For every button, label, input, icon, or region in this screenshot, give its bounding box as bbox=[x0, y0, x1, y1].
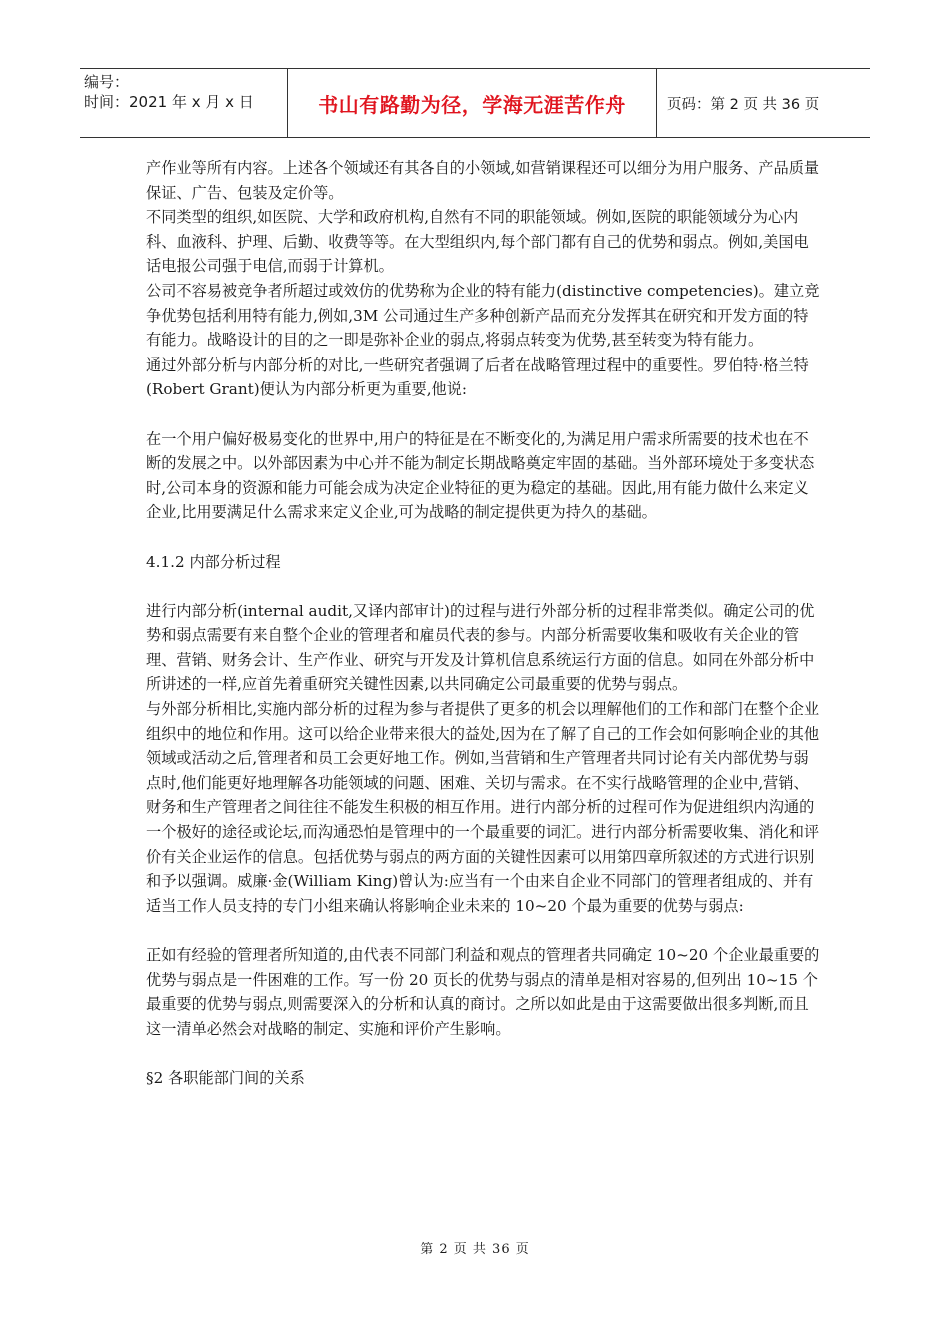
paragraph: 正如有经验的管理者所知道的,由代表不同部门利益和观点的管理者共同确定 10~20 个企业最重要的优势与弱点是一件困难的工作。写一份 20 页长的优势与弱点的清单是相对容易的,但列出 10~15 个最重要的优势与弱点,则需要深入的分析和认真的商讨。之所以如此是由于这需要做出很多判断,而且这一清单必然会对战略的制定、实施和评价产生影响。 bbox=[146, 946, 820, 1038]
paragraph: 公司不容易被竞争者所超过或效仿的优势称为企业的特有能力(distinctive competencies)。建立竞争优势包括利用特有能力,例如,3M 公司通过生产多种创新产品而充分发挥其在研究和开发方面的特有能力。战略设计的目的之一即是弥补企业的弱点,将弱点转变为优势,甚至转变为特有能力。 bbox=[146, 281, 820, 350]
spacer bbox=[146, 1041, 821, 1066]
header-meta bbox=[80, 69, 288, 137]
section-heading: §2 各职能部门间的关系 bbox=[146, 1068, 305, 1087]
document-body bbox=[146, 156, 821, 1091]
document-code: 编号： bbox=[84, 73, 130, 91]
paragraph: 与外部分析相比,实施内部分析的过程为参与者提供了更多的机会以理解他们的工作和部门在整个企业组织中的地位和作用。这可以给企业带来很大的益处,因为在了解了自己的工作会如何影响企业的其他领域或活动之后,管理者和员工会更好地工作。例如,当营销和生产管理者共同讨论有关内部优势与弱点时,他们能更好地理解各功能领域的问题、困难、关切与需求。在不实行战略管理的企业中,营销、财务和生产管理者之间往往不能发生积极的相互作用。进行内部分析的过程可作为促进组织内沟通的一个极好的途径或论坛,而沟通恐怕是管理中的一个最重要的词汇。进行内部分析需要收集、消化和评价有关企业运作的信息。包括优势与弱点的两方面的关键性因素可以用第四章所叙述的方式进行识别和予以强调。威廉·金(William King)曾认为:应当有一个由来自企业不同部门的管理者组成的、并有适当工作人员支持的专门小组来确认将影响企业未来的 10~20 个最为重要的优势与弱点: bbox=[146, 700, 820, 915]
header-page-info: 页码：第 2 页 共 36 页 bbox=[667, 96, 820, 113]
header-motto: 书山有路勤为径，学海无涯苦作舟 bbox=[288, 69, 657, 137]
paragraph: 进行内部分析(internal audit,又译内部审计)的过程与进行外部分析的过程非常类似。确定公司的优势和弱点需要有来自整个企业的管理者和雇员代表的参与。内部分析需要收集和吸收有关企业的管理、营销、财务会计、生产作业、研究与开发及计算机信息系统运行方面的信息。如同在外部分析中所讲述的一样,应首先着重研究关键性因素,以共同确定公司最重要的优势与弱点。 bbox=[146, 601, 815, 694]
document-date: 时间：2021 年 x 月 x 日 bbox=[84, 93, 254, 111]
spacer bbox=[146, 918, 821, 943]
page-header bbox=[80, 68, 870, 138]
spacer bbox=[146, 525, 821, 550]
paragraph: 通过外部分析与内部分析的对比,一些研究者强调了后者在战略管理过程中的重要性。罗伯特·格兰特(Robert Grant)便认为内部分析更为重要,他说: bbox=[146, 355, 809, 399]
paragraph: 不同类型的组织,如医院、大学和政府机构,自然有不同的职能领域。例如,医院的职能领域分为心内科、血液科、护理、后勤、收费等等。在大型组织内,每个部门都有自己的优势和弱点。例如,美国电话电报公司强于电信,而弱于计算机。 bbox=[146, 208, 809, 276]
paragraph: 产作业等所有内容。上述各个领域还有其各自的小领域,如营销课程还可以细分为用户服务、产品质量保证、广告、包装及定价等。 bbox=[146, 159, 820, 202]
spacer bbox=[146, 574, 821, 599]
section-heading: 4.1.2 内部分析过程 bbox=[146, 552, 281, 571]
spacer bbox=[146, 402, 821, 427]
quote-paragraph: 在一个用户偏好极易变化的世界中,用户的特征是在不断变化的,为满足用户需求所需要的技术也在不断的发展之中。以外部因素为中心并不能为制定长期战略奠定牢固的基础。当外部环境处于多变状态时,公司本身的资源和能力可能会成为决定企业特征的更为稳定的基础。因此,用有能力做什么来定义企业,比用要满足什么需求来定义企业,可为战略的制定提供更为持久的基础。 bbox=[146, 429, 815, 522]
page-footer: 第 2 页 共 36 页 bbox=[420, 1242, 530, 1257]
